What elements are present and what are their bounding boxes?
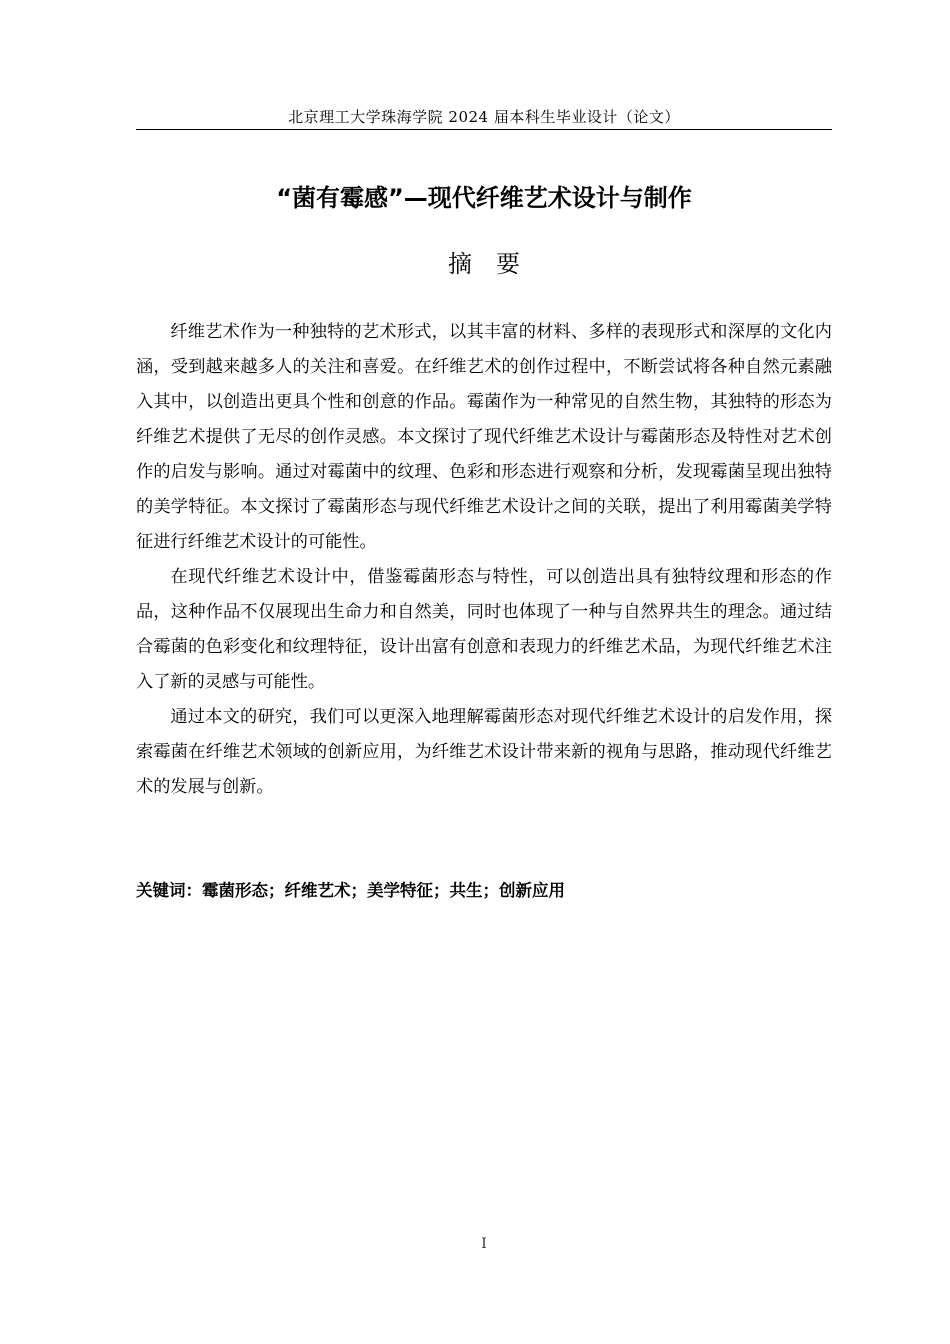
running-header: 北京理工大学珠海学院 2024 届本科生毕业设计（论文） [288, 108, 680, 126]
abstract-heading [136, 246, 832, 282]
abstract-heading-char-1: 摘 [448, 250, 472, 278]
abstract-heading-char-2: 要 [496, 250, 520, 278]
header-rule [136, 129, 832, 130]
keywords-line: 关键词：霉菌形态；纤维艺术；美学特征；共生；创新应用 [136, 881, 565, 900]
abstract-paragraph-1: 纤维艺术作为一种独特的艺术形式，以其丰富的材料、多样的表现形式和深厚的文化内涵，受到越来越多人的关注和喜爱。在纤维艺术的创作过程中，不断尝试将各种自然元素融入其中，以创造出更具个性和创意的作品。霉菌作为一种常见的自然生物，其独特的形态为纤维艺术提供了无尽的创作灵感。本文探讨了现代纤维艺术设计与霉菌形态及特性对艺术创作的启发与影响。通过对霉菌中的纹理、色彩和形态进行观察和分析，发现霉菌呈现出独特的美学特征。本文探讨了霉菌形态与现代纤维艺术设计之间的关联，提出了利用霉菌美学特征进行纤维艺术设计的可能性。 [136, 322, 832, 552]
abstract-paragraph-2: 在现代纤维艺术设计中，借鉴霉菌形态与特性，可以创造出具有独特纹理和形态的作品，这种作品不仅展现出生命力和自然美，同时也体现了一种与自然界共生的理念。通过结合霉菌的色彩变化和纹理特征，设计出富有创意和表现力的纤维艺术品，为现代纤维艺术注入了新的灵感与可能性。 [136, 567, 832, 692]
abstract-paragraph-3: 通过本文的研究，我们可以更深入地理解霉菌形态对现代纤维艺术设计的启发作用，探索霉菌在纤维艺术领域的创新应用，为纤维艺术设计带来新的视角与思路，推动现代纤维艺术的发展与创新。 [136, 707, 832, 797]
abstract-body [136, 315, 832, 805]
page-number: I [481, 1236, 487, 1252]
paper-title: “菌有霉感”—现代纤维艺术设计与制作 [276, 184, 692, 212]
